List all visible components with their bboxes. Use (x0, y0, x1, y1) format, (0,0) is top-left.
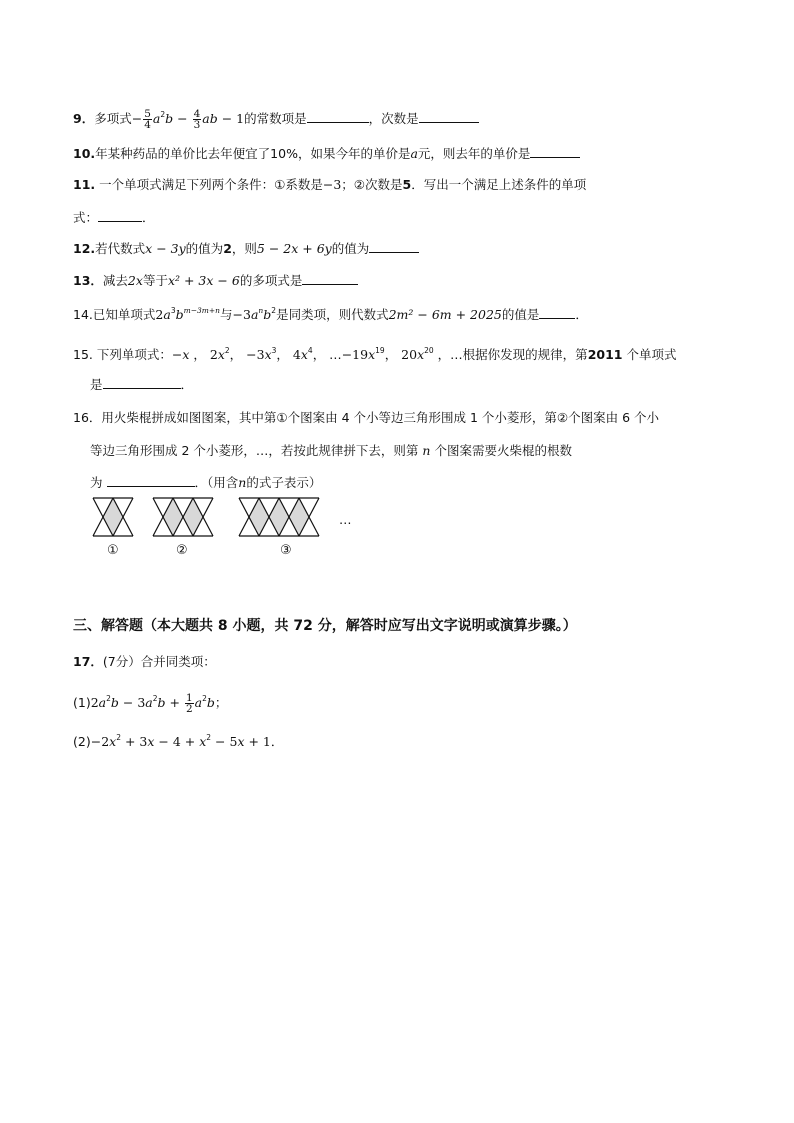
answer-blank[interactable] (107, 473, 195, 487)
question-12: 12.若代数式x − 3y的值为2，则5 − 2x + 6y的值为 (73, 239, 419, 258)
answer-blank[interactable] (419, 109, 479, 123)
figure-label-2: ② (176, 543, 188, 558)
answer-blank[interactable] (103, 375, 181, 389)
question-number: 16． (73, 410, 102, 425)
answer-blank[interactable] (302, 271, 358, 285)
question-14: 14.已知单项式$2a^3b^{m-3m+n}$与$-3a^nb^2$是同类项，则代数式2m² − 6m + 2025的值是 ． (73, 306, 588, 322)
pattern-3 (239, 498, 319, 536)
section-heading: 三、解答题（本大题共 8 小题，共 72 分，解答时应写出文字说明或演算步骤。） (73, 618, 577, 634)
question-17-part2: $(2)-2x^2 + 3x - 4 + x^2 - 5x + 1$． (73, 733, 284, 749)
question-11-cont: 式： ． (73, 210, 155, 225)
answer-blank[interactable] (530, 144, 580, 158)
question-number: 17． (73, 654, 103, 669)
question-number: 9． (73, 111, 95, 126)
figure-label-3: ③ (280, 543, 292, 558)
question-number: 14. (73, 307, 93, 322)
question-number: 15. (73, 347, 93, 362)
fraction: $\frac{5}{4}$ (144, 108, 151, 131)
question-13: 13．减去2x等于x² + 3x − 6的多项式是 (73, 271, 358, 290)
question-9: 9．多项式− $\frac{5}{4}$ $a^2b$ − $\frac{4}{3}$ ab − 1的常数项是 ，次数是 (73, 106, 479, 130)
question-number: 12. (73, 241, 96, 256)
question-11: 11. 一个单项式满足下列两个条件：①系数是−3；②次数是5．写出一个满足上述条件的单项 (73, 177, 587, 192)
answer-blank[interactable] (369, 239, 419, 253)
question-number: 13． (73, 273, 103, 288)
question-16: 16．用火柴棍拼成如图图案，其中第①个图案由 4 个小等边三角形围成 1 个小菱形，第②个图案由 6 个小 (73, 410, 660, 425)
fraction: $\frac{1}{2}$ (185, 692, 193, 715)
matchstick-figure (90, 496, 360, 542)
question-17: 17．(7分）合并同类项： (73, 654, 216, 669)
question-15: 15. 下列单项式：−x ， $2x^2$， $-3x^3$， $4x^4$， $\dots-19x^{19}$， $20x^{20}$ ，…根据你发现的规律，第2011 个单项式 (73, 346, 677, 362)
answer-blank[interactable] (539, 305, 575, 319)
question-10: 10.年某种药品的单价比去年便宜了10%，如果今年的单价是a元，则去年的单价是 (73, 144, 580, 163)
question-number: 10. (73, 146, 96, 161)
answer-blank[interactable] (98, 208, 142, 222)
ellipsis: … (339, 512, 352, 527)
question-number: 11. (73, 177, 96, 192)
question-16-line2: 等边三角形围成 2 个小菱形，…，若按此规律拼下去，则第 n 个图案需要火柴棍的根数 (90, 443, 572, 458)
question-15-cont: 是 ． (90, 377, 194, 392)
question-16-line3: 为 ．（用含n的式子表示） (90, 475, 322, 490)
pattern-1 (93, 498, 133, 536)
fraction: $\frac{4}{3}$ (193, 108, 201, 131)
question-17-part1: $(1)2a^2b - 3a^2b$ + $\frac{1}{2}$ $a^2b$； (73, 692, 228, 715)
answer-blank[interactable] (307, 109, 369, 123)
pattern-2 (153, 498, 213, 536)
figure-label-1: ① (107, 543, 119, 558)
